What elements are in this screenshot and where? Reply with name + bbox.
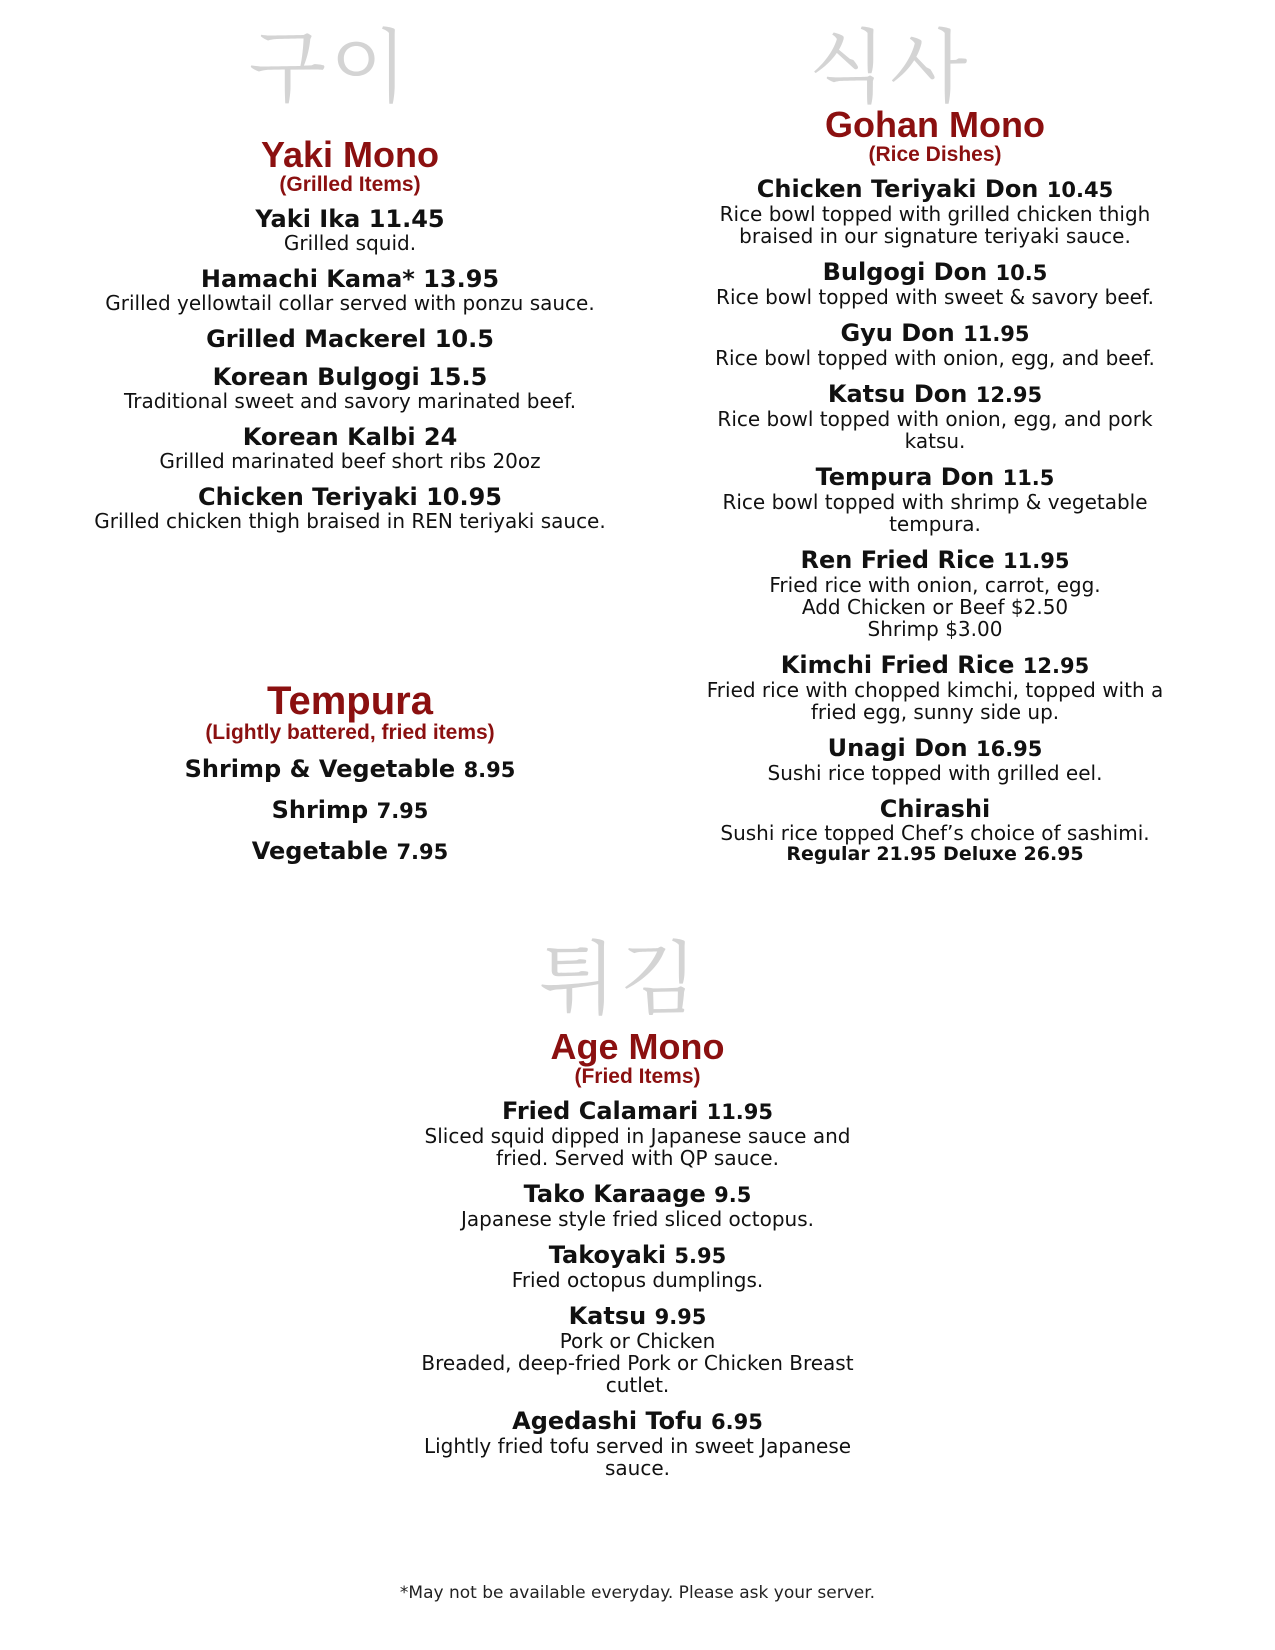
item-title: Chicken Teriyaki Don (756, 175, 1047, 203)
item-description: tempura. (889, 512, 981, 536)
footnote: *May not be available everyday. Please ask your server. (399, 1583, 876, 1603)
yaki-mono-section (60, 136, 640, 544)
item-description: Fried octopus dumplings. (511, 1268, 764, 1292)
item-title: Bulgogi Don (822, 258, 996, 286)
item-name (630, 547, 1240, 574)
menu-item (630, 652, 1240, 723)
item-price: 9.95 (654, 1305, 707, 1329)
item-description: Fried rice with chopped kimchi, topped with a (706, 678, 1164, 702)
item-name: Hamachi Kama* 13.95 (200, 265, 500, 293)
tempura-subtitle: (Lightly battered, fried items) (205, 721, 495, 744)
item-title: Fried Calamari (501, 1097, 707, 1125)
item-description: Rice bowl topped with onion, egg, and beef. (715, 346, 1155, 370)
item-description: Shrimp $3.00 (867, 617, 1003, 641)
item-description: Sliced squid dipped in Japanese sauce and (424, 1124, 851, 1148)
item-name (340, 1303, 935, 1330)
menu-item (60, 797, 640, 824)
item-name (60, 797, 640, 824)
item-description: Japanese style fried sliced octopus. (460, 1207, 814, 1231)
item-title: Chirashi (879, 795, 991, 823)
menu-item (340, 1303, 935, 1396)
item-price-options: Regular 21.95 Deluxe 26.95 (786, 843, 1084, 865)
item-name (630, 381, 1240, 408)
menu-item (630, 464, 1240, 535)
item-name: Yaki Ika 11.45 (255, 205, 445, 233)
item-price: 10.45 (1046, 178, 1114, 202)
item-description: Grilled chicken thigh braised in REN teriyaki sauce. (94, 509, 606, 533)
item-title: Unagi Don (827, 734, 976, 762)
item-title: Tako Karaage (523, 1180, 715, 1208)
item-title: Shrimp (271, 796, 377, 824)
item-description: Rice bowl topped with onion, egg, and pork (717, 407, 1153, 431)
item-description: Grilled yellowtail collar served with ponzu sauce. (105, 291, 595, 315)
item-price: 12.95 (975, 383, 1043, 407)
item-name (630, 652, 1240, 679)
menu-item (60, 484, 640, 532)
age-mono-subtitle: (Fried Items) (574, 1065, 701, 1088)
gohan-mono-section (630, 106, 1240, 877)
item-price: 11.95 (1003, 549, 1070, 573)
item-description: Fried rice with onion, carrot, egg. (769, 573, 1101, 597)
menu-item (340, 1242, 935, 1291)
age-mono-section (340, 1028, 935, 1491)
item-title: Katsu (568, 1302, 655, 1330)
age-mono-title: Age Mono (550, 1026, 725, 1067)
gohan-mono-title: Gohan Mono (825, 104, 1045, 145)
item-description: cutlet. (605, 1373, 670, 1397)
menu-item (630, 259, 1240, 308)
menu-item (630, 381, 1240, 452)
item-description: Rice bowl topped with grilled chicken thigh (719, 202, 1151, 226)
tempura-title: Tempura (267, 679, 433, 723)
item-name (60, 756, 640, 783)
item-name: Korean Kalbi 24 (242, 423, 458, 451)
item-price: 8.95 (463, 758, 516, 782)
item-description: Grilled squid. (283, 231, 417, 255)
item-description: fried egg, sunny side up. (810, 700, 1060, 724)
menu-item (630, 320, 1240, 369)
menu-item (60, 756, 640, 783)
item-title: Ren Fried Rice (800, 546, 1004, 574)
item-price: 9.5 (714, 1183, 752, 1207)
item-title: Vegetable (251, 837, 397, 865)
item-price: 11.5 (1002, 466, 1055, 490)
item-name (340, 1098, 935, 1125)
menu-item (630, 796, 1240, 865)
item-description: Rice bowl topped with shrimp & vegetable (722, 490, 1148, 514)
item-description: braised in our signature teriyaki sauce. (739, 224, 1131, 248)
item-name (60, 838, 640, 865)
item-description: Traditional sweet and savory marinated beef. (123, 389, 577, 413)
menu-item (60, 364, 640, 412)
menu-item (630, 176, 1240, 247)
item-price: 6.95 (711, 1410, 763, 1434)
menu-item (340, 1098, 935, 1169)
item-description: Add Chicken or Beef $2.50 (801, 595, 1069, 619)
item-title: Agedashi Tofu (512, 1407, 712, 1435)
item-price: 11.95 (963, 322, 1030, 346)
menu-item (630, 735, 1240, 784)
yaki-mono-title: Yaki Mono (260, 134, 440, 175)
item-price: 10.5 (995, 261, 1048, 285)
gohan-mono-subtitle: (Rice Dishes) (868, 143, 1002, 166)
menu-item (60, 326, 640, 352)
item-price: 7.95 (396, 840, 449, 864)
item-title: Tempura Don (815, 463, 1003, 491)
menu-item (60, 424, 640, 472)
watermark-age: 튀김 (538, 933, 702, 1026)
item-price: 12.95 (1022, 654, 1090, 678)
item-name (630, 464, 1240, 491)
watermark-yaki: 구이 (248, 21, 412, 114)
item-description: Grilled marinated beef short ribs 20oz (159, 449, 541, 473)
item-name (630, 176, 1240, 203)
item-name (630, 735, 1240, 762)
item-title: Katsu Don (827, 380, 976, 408)
item-name (340, 1408, 935, 1435)
item-description: Breaded, deep-fried Pork or Chicken Breast (421, 1351, 854, 1375)
item-name (340, 1181, 935, 1208)
item-name (340, 1242, 935, 1269)
item-title: Takoyaki (548, 1241, 675, 1269)
item-description: fried. Served with QP sauce. (496, 1146, 779, 1170)
item-title: Shrimp & Vegetable (184, 755, 464, 783)
item-description: Sushi rice topped with grilled eel. (767, 761, 1103, 785)
menu-item (630, 547, 1240, 640)
item-description: katsu. (904, 429, 966, 453)
menu-item (60, 266, 640, 314)
item-description: Sushi rice topped Chef’s choice of sashimi. (720, 821, 1150, 845)
menu-item (340, 1181, 935, 1230)
item-name: Korean Bulgogi 15.5 (212, 363, 488, 391)
yaki-mono-subtitle: (Grilled Items) (279, 173, 421, 196)
item-name: Chicken Teriyaki 10.95 (197, 483, 502, 511)
menu-item (60, 838, 640, 865)
item-description: Lightly fried tofu served in sweet Japanese (423, 1434, 852, 1458)
watermark-gohan: 식사 (808, 21, 972, 114)
item-title: Kimchi Fried Rice (780, 651, 1023, 679)
tempura-section (60, 680, 640, 879)
menu-item (60, 206, 640, 254)
item-name: Grilled Mackerel 10.5 (206, 325, 494, 353)
item-name (630, 259, 1240, 286)
item-name (630, 796, 1240, 822)
item-description: sauce. (604, 1456, 670, 1480)
item-price: 11.95 (706, 1100, 774, 1124)
item-price: 5.95 (674, 1244, 727, 1268)
item-title: Gyu Don (840, 319, 964, 347)
item-price: 7.95 (376, 799, 429, 823)
menu-item (340, 1408, 935, 1479)
item-name (630, 320, 1240, 347)
item-description: Pork or Chicken (559, 1329, 716, 1353)
item-description: Rice bowl topped with sweet & savory beef. (716, 285, 1154, 309)
item-price: 16.95 (975, 737, 1043, 761)
